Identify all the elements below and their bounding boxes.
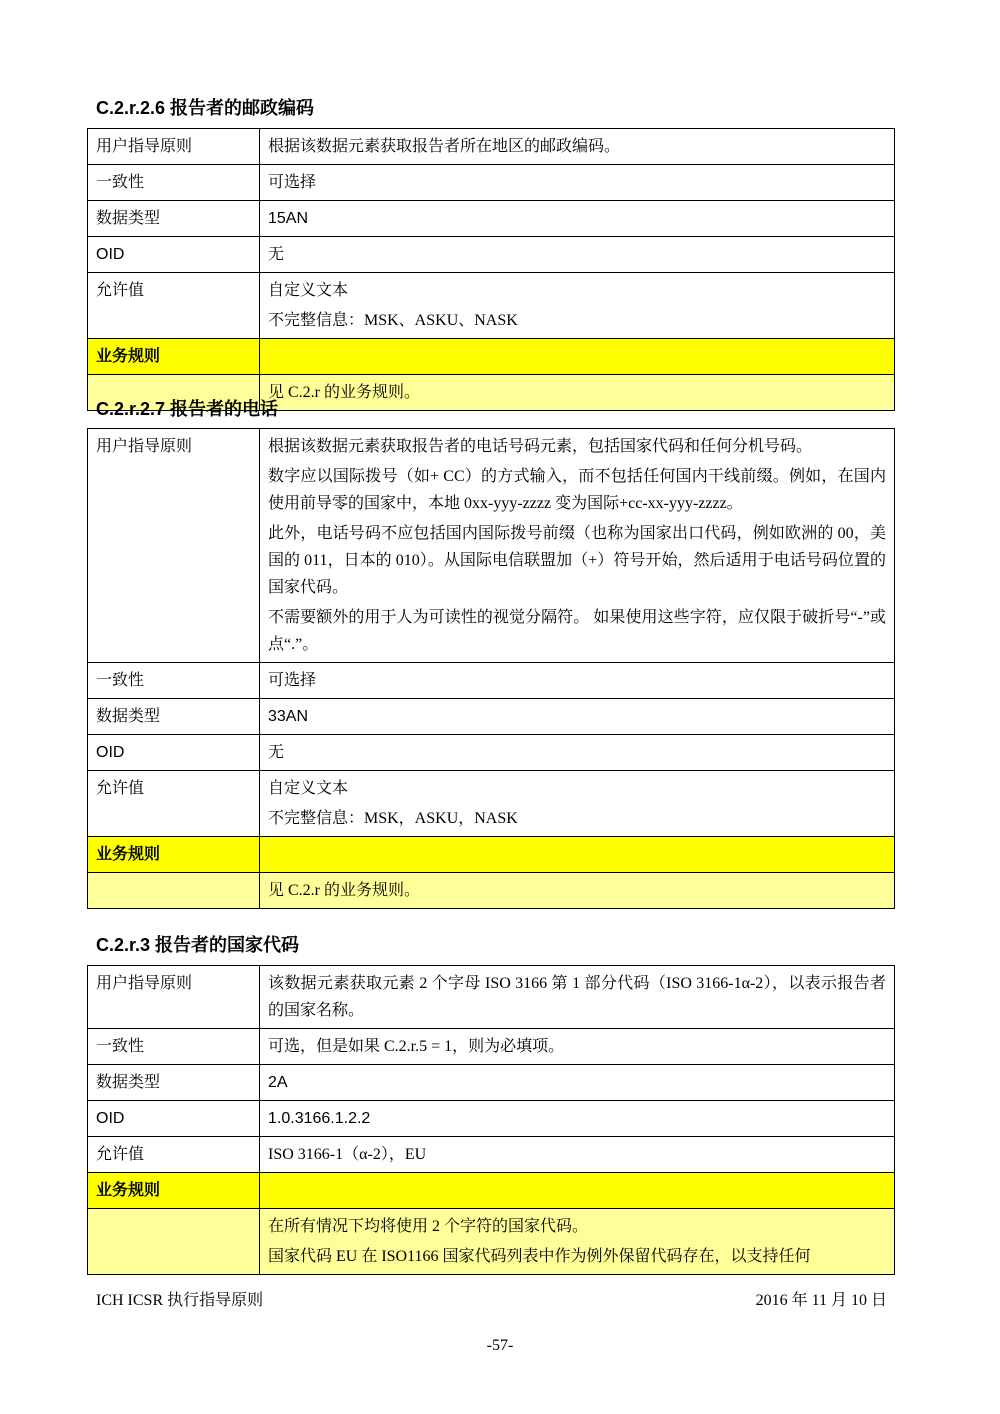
field-value: 无	[260, 735, 895, 771]
field-label: OID	[88, 735, 260, 771]
field-value: 15AN	[260, 201, 895, 237]
business-rules-header-row	[88, 837, 895, 873]
table-row	[88, 966, 895, 1029]
field-label: 允许值	[88, 273, 260, 339]
business-rules-label: 业务规则	[88, 339, 260, 375]
field-value: 1.0.3166.1.2.2	[260, 1101, 895, 1137]
business-rules-label: 业务规则	[88, 1173, 260, 1209]
field-value: 根据该数据元素获取报告者所在地区的邮政编码。	[260, 129, 895, 165]
field-label: 数据类型	[88, 1065, 260, 1101]
table-row	[88, 165, 895, 201]
field-value: 2A	[260, 1065, 895, 1101]
field-label: 数据类型	[88, 201, 260, 237]
table-row	[88, 273, 895, 339]
section-heading-c2r27: C.2.r.2.7 报告者的电话	[96, 399, 279, 419]
field-value: 可选择	[260, 663, 895, 699]
field-label: OID	[88, 1101, 260, 1137]
section-heading-c2r26: C.2.r.2.6 报告者的邮政编码	[96, 98, 315, 118]
table-row	[88, 771, 895, 837]
section-heading-c2r3: C.2.r.3 报告者的国家代码	[96, 935, 300, 955]
field-value: 自定义文本 不完整信息：MSK、ASKU、NASK	[260, 273, 895, 339]
business-rules-header-row	[88, 1173, 895, 1209]
field-label: 一致性	[88, 663, 260, 699]
table-row	[88, 201, 895, 237]
table-row	[88, 129, 895, 165]
field-value: 无	[260, 237, 895, 273]
business-rules-header-row	[88, 339, 895, 375]
field-label: 一致性	[88, 165, 260, 201]
field-label: 用户指导原则	[88, 429, 260, 663]
spec-table-c2r27	[87, 428, 895, 909]
table-row	[88, 699, 895, 735]
field-value: 根据该数据元素获取报告者的电话号码元素，包括国家代码和任何分机号码。 数字应以国际拨号（如+ CC）的方式输入，而不包括任何国内干线前缀。例如，在国内使用前导零的国家中，本地 0xx-yyy-zzzz 变为国际+cc-xx-yyy-zzzz。 此外，电话号码不应包括国内国际拨号前缀（也称为国家出口代码，例如欧洲的 00，美国的 011，日本的 010）。从国际电信联盟加（+）符号开始，然后适用于电话号码位置的国家代码。 不需要额外的用于人为可读性的视觉分隔符。 如果使用这些字符，应仅限于破折号“-”或点“.”。	[260, 429, 895, 663]
table-row	[88, 429, 895, 663]
field-label: 允许值	[88, 1137, 260, 1173]
table-row	[88, 1065, 895, 1101]
field-label: 允许值	[88, 771, 260, 837]
field-label: 用户指导原则	[88, 966, 260, 1029]
footer-date: 2016 年 11 月 10 日	[755, 1292, 887, 1309]
field-value: 可选择	[260, 165, 895, 201]
table-row	[88, 1137, 895, 1173]
business-rules-text: 见 C.2.r 的业务规则。	[260, 873, 895, 909]
field-label: OID	[88, 237, 260, 273]
table-row	[88, 1029, 895, 1065]
business-rules-row	[88, 1209, 895, 1275]
table-row	[88, 1101, 895, 1137]
table-row	[88, 735, 895, 771]
footer-document-title: ICH ICSR 执行指导原则	[96, 1292, 264, 1309]
field-value: 33AN	[260, 699, 895, 735]
table-row	[88, 663, 895, 699]
field-label: 用户指导原则	[88, 129, 260, 165]
spec-table-c2r3	[87, 965, 895, 1275]
field-value: ISO 3166-1（α-2），EU	[260, 1137, 895, 1173]
business-rules-row	[88, 873, 895, 909]
business-rules-text: 见 C.2.r 的业务规则。	[260, 375, 895, 411]
field-label: 一致性	[88, 1029, 260, 1065]
field-value: 可选，但是如果 C.2.r.5 = 1，则为必填项。	[260, 1029, 895, 1065]
business-rules-text: 在所有情况下均将使用 2 个字符的国家代码。 国家代码 EU 在 ISO1166 国家代码列表中作为例外保留代码存在，以支持任何	[260, 1209, 895, 1275]
field-value: 该数据元素获取元素 2 个字母 ISO 3166 第 1 部分代码（ISO 3166-1α-2），以表示报告者的国家名称。	[260, 966, 895, 1029]
spec-table-c2r26	[87, 128, 895, 411]
field-value: 自定义文本 不完整信息：MSK，ASKU，NASK	[260, 771, 895, 837]
page-number: -57-	[486, 1337, 514, 1354]
table-row	[88, 237, 895, 273]
business-rules-label: 业务规则	[88, 837, 260, 873]
field-label: 数据类型	[88, 699, 260, 735]
